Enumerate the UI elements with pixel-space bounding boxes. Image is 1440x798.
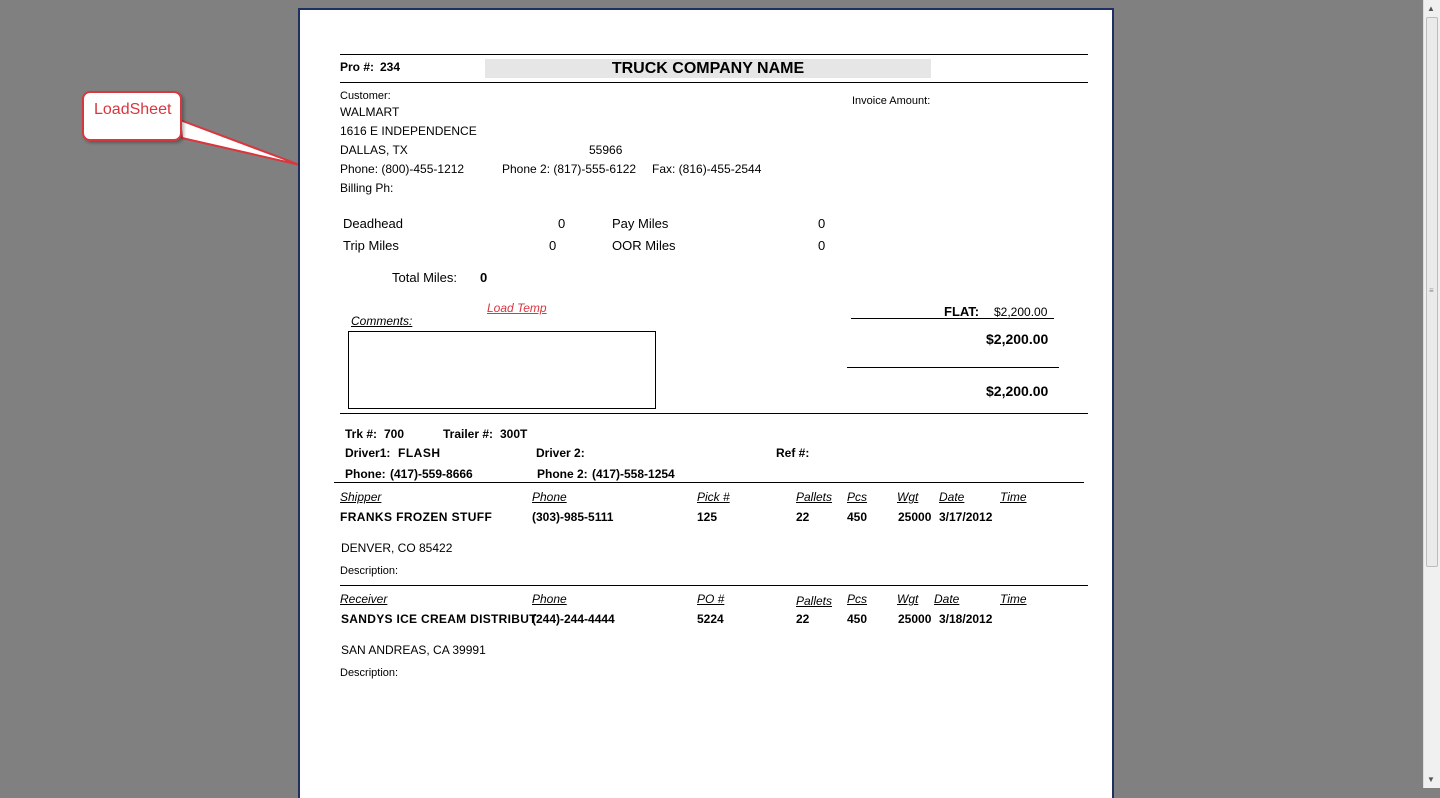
callout-label: LoadSheet [94, 101, 172, 118]
oor-miles-label: OOR Miles [612, 238, 676, 253]
trip-miles-label: Trip Miles [343, 238, 399, 253]
charges-subtotal: $2,200.00 [986, 331, 1049, 347]
receiver-city: SAN ANDREAS, CA 39991 [341, 643, 486, 657]
receiver-date: 3/18/2012 [939, 612, 993, 626]
receiver-date-header: Date [934, 592, 960, 606]
flat-label: FLAT: [944, 304, 980, 319]
billing-phone: Billing Ph: [340, 181, 394, 195]
scroll-thumb[interactable] [1426, 17, 1438, 567]
receiver-name: SANDYS ICE CREAM DISTRIBUT [341, 612, 537, 626]
trip-miles-value: 0 [549, 238, 557, 253]
customer-label: Customer: [340, 90, 391, 102]
shipper-date: 3/17/2012 [939, 510, 993, 524]
customer-name: WALMART [340, 105, 400, 119]
receiver-wgt: 25000 [898, 612, 932, 626]
deadhead-value: 0 [558, 216, 566, 231]
receiver-phone-header: Phone [532, 592, 567, 606]
document-page [298, 8, 1114, 798]
receiver-pcs-header: Pcs [847, 592, 868, 606]
customer-address: 1616 E INDEPENDENCE [340, 124, 477, 138]
grip-icon: ≡ [1429, 286, 1434, 295]
receiver-header: Receiver [340, 592, 388, 606]
receiver-phone: (244)-244-4444 [532, 612, 615, 626]
shipper-pallets-header: Pallets [796, 490, 833, 504]
shipper-header: Shipper [340, 490, 382, 504]
pro-label: Pro #: [340, 60, 375, 74]
load-temp-label: Load Temp [487, 301, 547, 315]
customer-phone: Phone: (800)-455-1212 [340, 162, 465, 176]
driver-phone2-value: (417)-558-1254 [592, 467, 675, 481]
comments-box [348, 331, 656, 409]
customer-fax: Fax: (816)-455-2544 [652, 162, 762, 176]
truck-label: Trk #: [345, 427, 378, 441]
pro-value: 234 [380, 60, 401, 74]
callout-pointer [170, 110, 310, 170]
scroll-down-icon[interactable]: ▼ [1427, 775, 1435, 784]
ref-label: Ref #: [776, 446, 810, 460]
driver1-value: FLASH [398, 446, 441, 460]
company-name: TRUCK COMPANY NAME [485, 59, 931, 78]
driver-phone-value: (417)-559-8666 [390, 467, 473, 481]
receiver-time-header: Time [1000, 592, 1027, 606]
charges-total: $2,200.00 [986, 383, 1049, 399]
receiver-pallets: 22 [796, 612, 810, 626]
comments-label: Comments: [351, 314, 413, 328]
driver-phone2-label: Phone 2: [537, 467, 588, 481]
shipper-date-header: Date [939, 490, 965, 504]
flat-value: $2,200.00 [994, 305, 1048, 319]
oor-miles-value: 0 [818, 238, 826, 253]
shipper-pick: 125 [697, 510, 718, 524]
total-miles-label: Total Miles: [392, 270, 458, 285]
truck-value: 700 [384, 427, 405, 441]
shipper-pallets: 22 [796, 510, 810, 524]
trailer-label: Trailer #: [443, 427, 494, 441]
shipper-city: DENVER, CO 85422 [341, 541, 453, 555]
receiver-wgt-header: Wgt [897, 592, 919, 606]
receiver-description-label: Description: [340, 667, 399, 679]
shipper-time-header: Time [1000, 490, 1027, 504]
receiver-po-header: PO # [697, 592, 725, 606]
scroll-up-icon[interactable]: ▲ [1427, 4, 1435, 13]
shipper-pcs: 450 [847, 510, 868, 524]
loadsheet-callout [82, 91, 182, 141]
shipper-wgt: 25000 [898, 510, 932, 524]
customer-zip: 55966 [589, 143, 623, 157]
pay-miles-value: 0 [818, 216, 826, 231]
customer-phone2: Phone 2: (817)-555-6122 [502, 162, 637, 176]
trailer-value: 300T [500, 427, 528, 441]
shipper-name: FRANKS FROZEN STUFF [340, 510, 493, 524]
vertical-scrollbar[interactable] [1423, 0, 1440, 788]
driver-phone-label: Phone: [345, 467, 386, 481]
driver2-label: Driver 2: [536, 446, 585, 460]
shipper-phone-header: Phone [532, 490, 567, 504]
invoice-amount-label: Invoice Amount: [852, 95, 931, 107]
driver1-label: Driver1: [345, 446, 391, 460]
customer-city: DALLAS, TX [340, 143, 408, 157]
shipper-description-label: Description: [340, 565, 399, 577]
shipper-wgt-header: Wgt [897, 490, 919, 504]
shipper-phone: (303)-985-5111 [532, 510, 614, 524]
receiver-po: 5224 [697, 612, 724, 626]
receiver-pcs: 450 [847, 612, 868, 626]
shipper-pick-header: Pick # [697, 490, 730, 504]
total-miles-value: 0 [480, 270, 488, 285]
deadhead-label: Deadhead [343, 216, 403, 231]
shipper-pcs-header: Pcs [847, 490, 868, 504]
receiver-pallets-header: Pallets [796, 594, 833, 608]
pay-miles-label: Pay Miles [612, 216, 669, 231]
